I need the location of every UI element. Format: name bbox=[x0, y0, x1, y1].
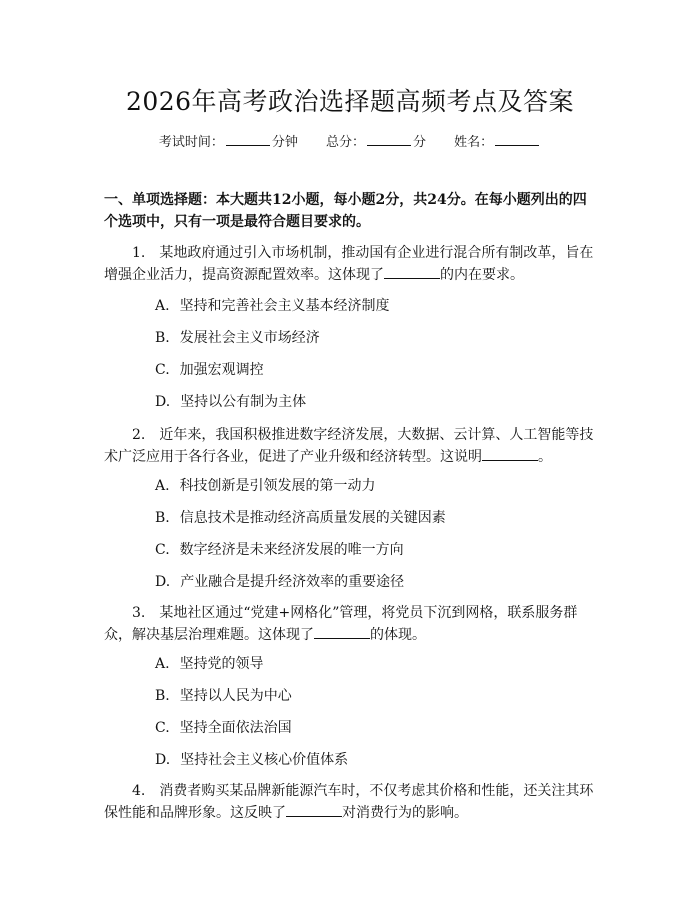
answer-blank bbox=[286, 802, 342, 817]
exam-time-field bbox=[159, 133, 298, 152]
question-stem: 近年来，我国积极推进数字经济发展，大数据、云计算、人工智能等技术广泛应用于各行各业，促进了产业升级和经济转型。这说明 bbox=[104, 427, 594, 465]
question-2-option-a bbox=[155, 476, 595, 496]
option-text: 坚持以公有制为主体 bbox=[180, 394, 307, 410]
option-letter: D. bbox=[155, 752, 171, 768]
question-1-option-a bbox=[155, 296, 595, 316]
answer-blank bbox=[314, 624, 370, 639]
option-letter: D. bbox=[155, 574, 171, 590]
option-text: 坚持社会主义核心价值体系 bbox=[180, 752, 349, 768]
question-2-option-d bbox=[155, 572, 595, 592]
option-letter: A. bbox=[155, 478, 170, 494]
question-number: 3. bbox=[132, 605, 146, 621]
question-2 bbox=[104, 424, 600, 468]
answer-blank bbox=[384, 264, 440, 279]
question-stem-end: 对消费行为的影响。 bbox=[342, 805, 468, 821]
option-text: 信息技术是推动经济高质量发展的关键因素 bbox=[179, 510, 446, 526]
question-3-option-b bbox=[155, 686, 595, 706]
question-stem-end: 。 bbox=[538, 449, 552, 465]
question-stem: 某地社区通过“党建+网格化”管理，将党员下沉到网格，联系服务群众，解决基层治理难题。这体现了 bbox=[104, 605, 578, 643]
option-text: 产业融合是提升经济效率的重要途径 bbox=[180, 574, 405, 590]
option-letter: A. bbox=[155, 656, 170, 672]
section-heading: 一、单项选择题：本大题共12小题，每小题2分，共24分。在每小题列出的四个选项中，只有一项是最符合题目要求的。 bbox=[104, 192, 587, 230]
question-stem-end: 的体现。 bbox=[370, 627, 426, 643]
question-1 bbox=[104, 242, 600, 286]
exam-time-unit: 分钟 bbox=[271, 135, 298, 150]
question-number: 4. bbox=[132, 783, 146, 799]
option-text: 科技创新是引领发展的第一动力 bbox=[179, 478, 376, 494]
total-score-label: 总分： bbox=[325, 135, 365, 150]
option-letter: D. bbox=[155, 394, 171, 410]
exam-info-line bbox=[0, 133, 700, 152]
question-1-option-d bbox=[155, 392, 595, 412]
question-3-option-a bbox=[155, 654, 595, 674]
total-score-blank bbox=[367, 133, 411, 146]
exam-time-blank bbox=[226, 133, 270, 146]
option-text: 加强宏观调控 bbox=[179, 362, 264, 378]
option-text: 坚持全面依法治国 bbox=[179, 720, 292, 736]
question-1-option-c bbox=[155, 360, 595, 380]
question-2-option-c bbox=[155, 540, 595, 560]
option-letter: C. bbox=[155, 720, 170, 736]
question-3-option-c bbox=[155, 718, 595, 738]
question-stem-end: 的内在要求。 bbox=[440, 267, 524, 283]
option-text: 坚持以人民为中心 bbox=[179, 688, 292, 704]
option-text: 发展社会主义市场经济 bbox=[179, 330, 320, 346]
question-number: 2. bbox=[132, 427, 146, 443]
option-letter: C. bbox=[155, 542, 170, 558]
student-name-field bbox=[454, 133, 541, 152]
question-stem: 某地政府通过引入市场机制，推动国有企业进行混合所有制改革，旨在增强企业活力，提高资源配置效率。这体现了 bbox=[104, 245, 594, 283]
option-letter: C. bbox=[155, 362, 170, 378]
option-letter: B. bbox=[155, 330, 170, 346]
question-4 bbox=[104, 780, 600, 824]
answer-blank bbox=[482, 446, 538, 461]
question-3-option-d bbox=[155, 750, 595, 770]
option-letter: B. bbox=[155, 688, 170, 704]
question-1-option-b bbox=[155, 328, 595, 348]
option-letter: B. bbox=[155, 510, 170, 526]
option-text: 坚持党的领导 bbox=[179, 656, 264, 672]
page-title: 2026年高考政治选择题高频考点及答案 bbox=[125, 87, 575, 116]
exam-time-label: 考试时间： bbox=[158, 135, 224, 150]
option-text: 坚持和完善社会主义基本经济制度 bbox=[179, 298, 390, 314]
option-text: 数字经济是未来经济发展的唯一方向 bbox=[179, 542, 404, 558]
total-score-unit: 分 bbox=[413, 135, 427, 150]
question-stem: 消费者购买某品牌新能源汽车时，不仅考虑其价格和性能，还关注其环保性能和品牌形象。这反映了 bbox=[104, 783, 594, 821]
student-name-label: 姓名： bbox=[454, 135, 494, 150]
option-letter: A. bbox=[155, 298, 170, 314]
total-score-field bbox=[326, 133, 426, 152]
student-name-blank bbox=[495, 133, 539, 146]
question-2-option-b bbox=[155, 508, 595, 528]
question-3 bbox=[104, 602, 600, 646]
question-number: 1. bbox=[132, 245, 146, 261]
